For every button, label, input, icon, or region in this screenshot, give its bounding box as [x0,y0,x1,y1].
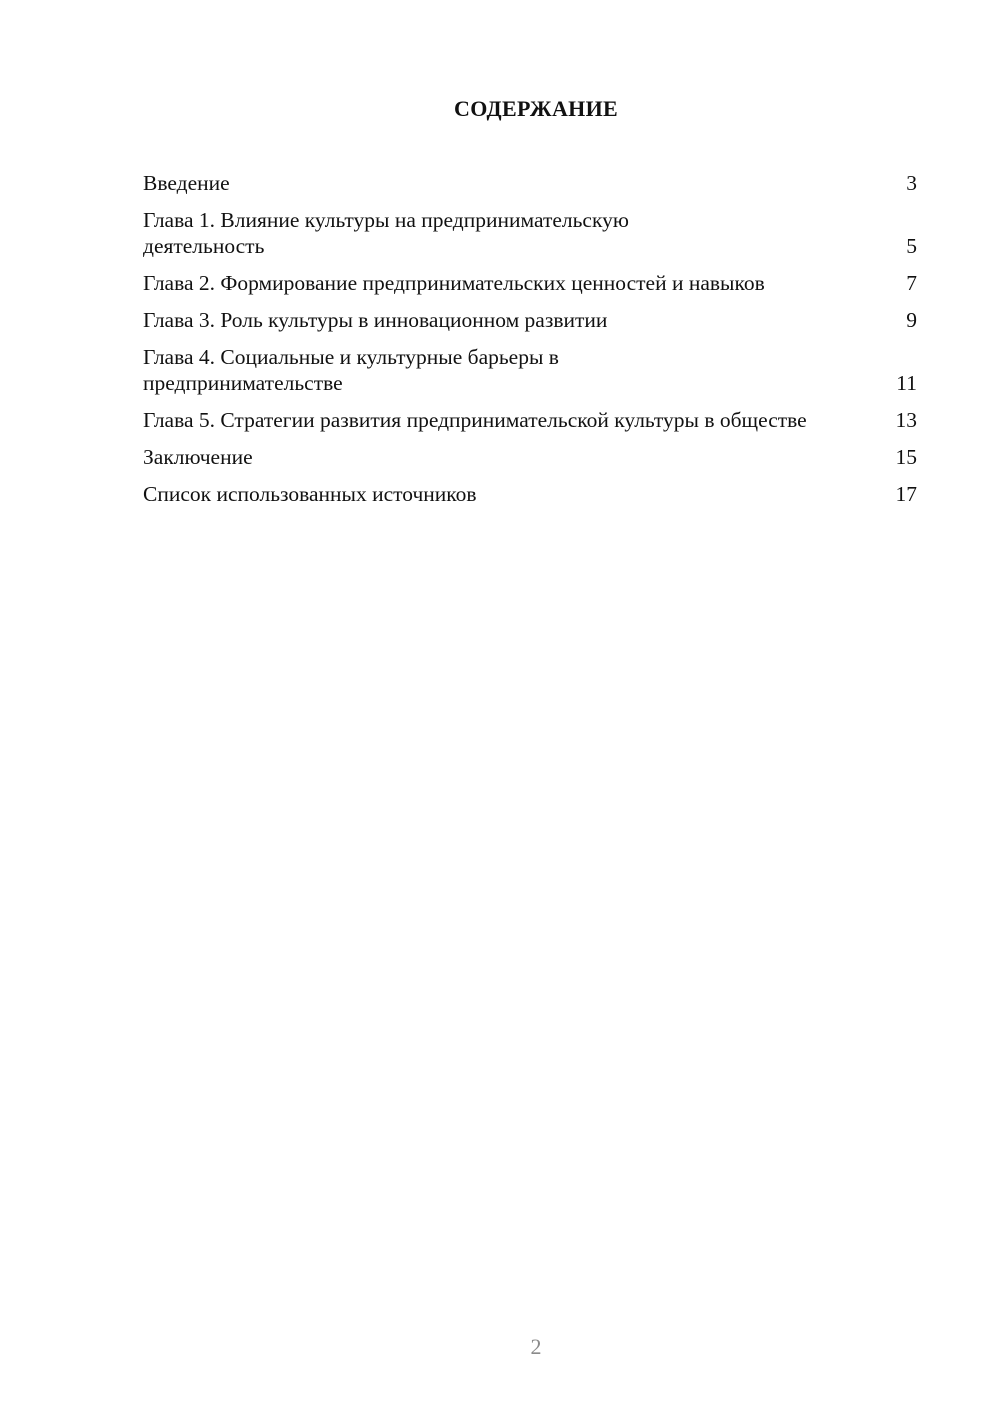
toc-entry-page: 3 [906,171,917,195]
toc-entry-page: 15 [895,445,917,469]
toc-entry-label: Глава 1. Влияние культуры на предпринимательскую деятельность [143,208,629,258]
toc-entry-conclusion [143,444,920,470]
toc-entry-label: Глава 5. Стратегии развития предпринимательской культуры в обществе [143,408,807,432]
toc-entry-chapter-4 [143,344,920,396]
toc-entry-references [143,481,920,507]
toc-entry-page: 13 [895,408,917,432]
toc-entry-label: Глава 4. Социальные и культурные барьеры в предпринимательстве [143,345,559,395]
toc-entry-page: 11 [896,371,917,395]
table-of-contents [143,170,920,518]
toc-entry-introduction [143,170,920,196]
toc-entry-chapter-3 [143,307,920,333]
toc-entry-chapter-2 [143,270,920,296]
toc-entry-chapter-1 [143,207,920,259]
toc-entry-label: Список использованных источников [143,482,477,506]
toc-entry-page: 9 [906,308,917,332]
toc-entry-label: Глава 3. Роль культуры в инновационном развитии [143,308,608,332]
toc-entry-chapter-5 [143,407,920,433]
toc-entry-label: Введение [143,171,230,195]
toc-entry-label: Заключение [143,445,253,469]
toc-entry-page: 17 [895,482,917,506]
toc-entry-page: 7 [906,271,917,295]
page-number: 2 [530,1334,542,1359]
toc-title: СОДЕРЖАНИЕ [454,96,618,121]
toc-entry-page: 5 [906,234,917,258]
toc-entry-label: Глава 2. Формирование предпринимательских ценностей и навыков [143,271,765,295]
